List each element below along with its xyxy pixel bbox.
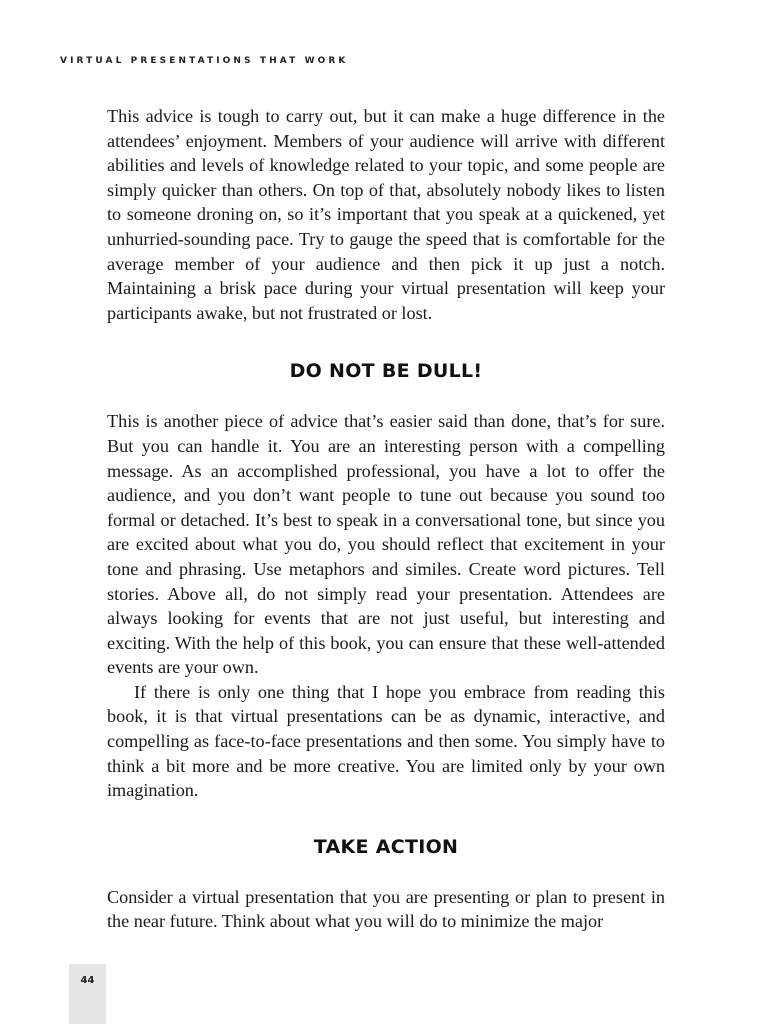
section-heading-do-not-be-dull: DO NOT BE DULL! (289, 360, 483, 383)
page-number: 44 (80, 975, 95, 986)
page-number-tab (69, 964, 106, 1024)
dull-paragraph-1: This is another piece of advice that’s easier said than done, that’s for sure. But you can handle it. You are an interesting person with a compelling message. As an accomplished professional, you have a lot to offer the audience, and you don’t want people to tune out because you sound too formal or detached. It’s best to speak in a conversational tone, but since you are excited about what you do, you should reflect that excitement in your tone and phrasing. Use metaphors and similes. Create word pictures. Tell stories. Above all, do not simply read your presentation. Attendees are always looking for events that are not just useful, but interesting and exciting. With the help of this book, you can ensure that these well-attended events are your own. (107, 411, 665, 678)
running-header: VIRTUAL PRESENTATIONS THAT WORK (60, 56, 349, 66)
dull-paragraph-2: If there is only one thing that I hope you embrace from reading this book, it is that virtual presentations can be as dynamic, interactive, and compelling as face-to-face presentations and then some. You simply have to think a bit more and be more creative. You are limited only by your own imagination. (107, 681, 665, 801)
page-body (107, 104, 665, 934)
intro-paragraph: This advice is tough to carry out, but it can make a huge difference in the attendees’ enjoyment. Members of your audience will arrive with different abilities and levels of knowledge related to your topic, and some people are simply quicker than others. On top of that, absolutely nobody likes to listen to someone droning on, so it’s important that you speak at a quickened, yet unhurried-sounding pace. Try to gauge the speed that is comfortable for the average member of your audience and then pick it up just a notch. Maintaining a brisk pace during your virtual presentation will keep your participants awake, but not frustrated or lost. (107, 106, 665, 323)
section-heading-take-action: TAKE ACTION (313, 835, 459, 858)
action-paragraph: Consider a virtual presentation that you are presenting or plan to present in the near future. Think about what you will do to minimize the major (107, 886, 665, 932)
